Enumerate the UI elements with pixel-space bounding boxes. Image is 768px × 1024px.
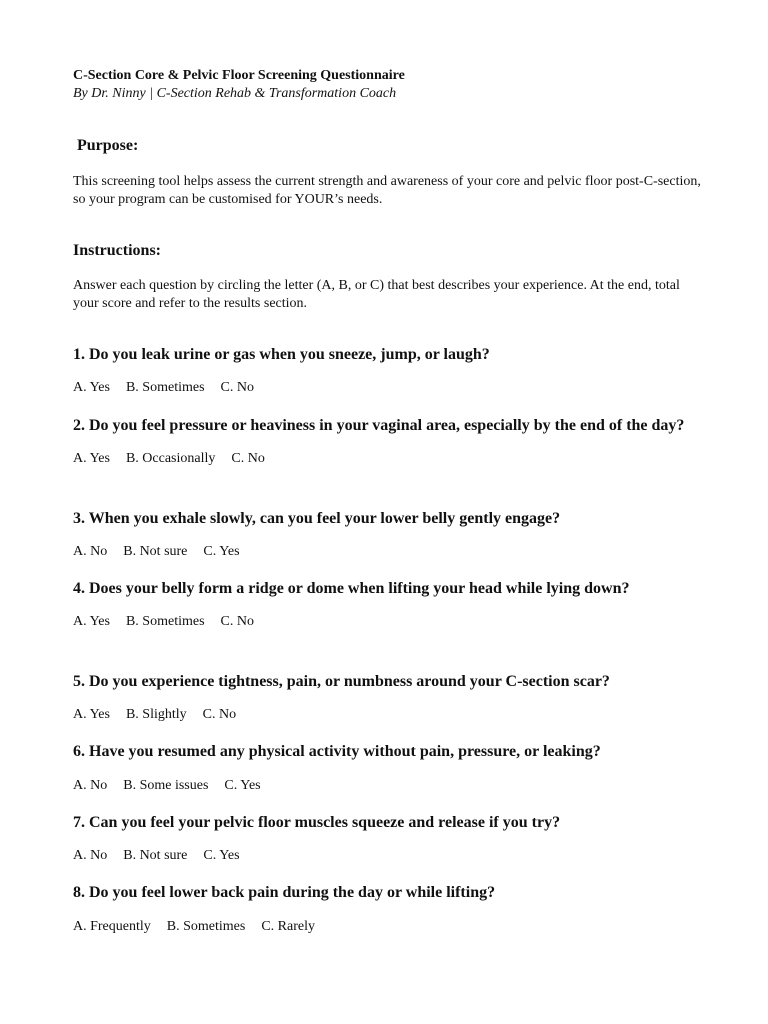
question-text: 3. When you exhale slowly, can you feel your lower belly gently engage?: [73, 510, 561, 527]
answer-options: [73, 543, 703, 561]
option-a[interactable]: A. No: [73, 778, 108, 793]
question-3: [73, 508, 703, 561]
option-b[interactable]: B. Slightly: [125, 707, 187, 722]
purpose-heading: Purpose:: [77, 137, 139, 154]
question-7: [73, 812, 703, 865]
option-a[interactable]: A. No: [73, 848, 108, 863]
answer-options: [73, 777, 703, 795]
option-b[interactable]: B. Sometimes: [125, 380, 205, 395]
question-text: 6. Have you resumed any physical activity without pain, pressure, or leaking?: [73, 743, 601, 760]
option-a[interactable]: A. Yes: [73, 380, 110, 395]
question-text: 1. Do you leak urine or gas when you sneeze, jump, or laugh?: [73, 346, 490, 363]
instructions-heading: Instructions:: [73, 242, 162, 259]
question-text: 5. Do you experience tightness, pain, or numbness around your C-section scar?: [73, 673, 610, 690]
question-text: 4. Does your belly form a ridge or dome when lifting your head while lying down?: [73, 580, 630, 597]
question-8: [73, 882, 703, 936]
option-b[interactable]: B. Some issues: [123, 778, 209, 793]
option-a[interactable]: A. Yes: [73, 707, 110, 722]
option-c[interactable]: C. No: [231, 451, 265, 466]
option-c[interactable]: C. No: [220, 380, 254, 395]
document-title: C-Section Core & Pelvic Floor Screening Questionnaire: [73, 68, 405, 83]
option-a[interactable]: A. Yes: [73, 451, 110, 466]
answer-options: [73, 613, 703, 631]
question-text: 8. Do you feel lower back pain during the day or while lifting?: [73, 884, 496, 901]
option-b[interactable]: B. Not sure: [123, 848, 188, 863]
question-2: [73, 415, 703, 468]
option-c[interactable]: C. Yes: [224, 778, 261, 793]
question-5: [73, 671, 703, 724]
question-text: 2. Do you feel pressure or heaviness in your vaginal area, especially by the end of the day?: [73, 417, 685, 434]
answer-options: [73, 379, 703, 397]
answer-options: [73, 706, 703, 724]
option-c[interactable]: C. Yes: [203, 544, 240, 559]
question-text: 7. Can you feel your pelvic floor muscles squeeze and release if you try?: [73, 814, 561, 831]
option-b[interactable]: B. Sometimes: [166, 919, 246, 934]
option-c[interactable]: C. No: [202, 707, 237, 722]
option-b[interactable]: B. Occasionally: [125, 451, 216, 466]
purpose-text: This screening tool helps assess the current strength and awareness of your core and pelvic floor post-C-section, so your program can be customised for YOUR’s needs.: [73, 174, 701, 207]
question-1: [73, 344, 703, 397]
option-c[interactable]: C. Rarely: [261, 919, 315, 934]
option-b[interactable]: B. Not sure: [123, 544, 188, 559]
answer-options: [73, 450, 703, 468]
answer-options: [73, 918, 703, 936]
document-byline: By Dr. Ninny | C-Section Rehab & Transformation Coach: [73, 86, 397, 101]
question-6: [73, 741, 703, 795]
question-4: [73, 578, 703, 631]
option-c[interactable]: C. Yes: [203, 848, 240, 863]
option-a[interactable]: A. Yes: [73, 614, 110, 629]
option-a[interactable]: A. No: [73, 544, 108, 559]
instructions-text: Answer each question by circling the letter (A, B, or C) that best describes your experience. At the end, total your score and refer to the results section.: [73, 278, 680, 311]
option-b[interactable]: B. Sometimes: [125, 614, 205, 629]
answer-options: [73, 847, 703, 865]
option-c[interactable]: C. No: [220, 614, 254, 629]
option-a[interactable]: A. Frequently: [73, 919, 151, 934]
